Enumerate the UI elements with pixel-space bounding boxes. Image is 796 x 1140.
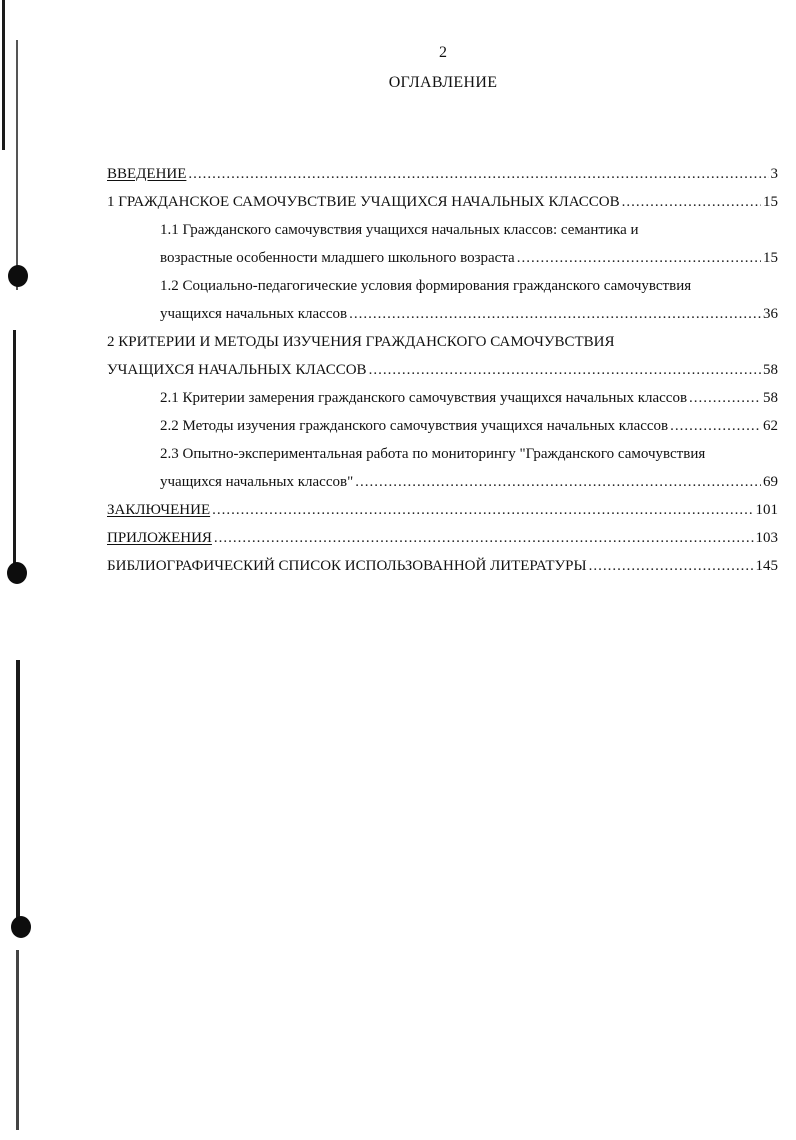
scan-binding-edge: [0, 0, 40, 1140]
page-title: ОГЛАВЛЕНИЕ: [388, 74, 498, 91]
toc-entry-section-2-1[interactable]: [160, 384, 778, 412]
dot-leader: [670, 412, 761, 440]
binding-line: [13, 330, 16, 570]
toc-entry-section-1-2[interactable]: [160, 272, 778, 328]
toc-page-number: 58: [763, 362, 778, 378]
dot-leader: [517, 244, 761, 272]
toc-entry-conclusion[interactable]: [107, 496, 778, 524]
toc-page-number: 103: [755, 530, 778, 546]
toc-entry-label-line1: 2.3 Опытно-экспериментальная работа по мониторингу "Гражданского самочувствия: [160, 446, 706, 462]
dot-leader: [589, 552, 754, 580]
toc-entry-label: 1 ГРАЖДАНСКОЕ САМОЧУВСТВИЕ УЧАЩИХСЯ НАЧАЛЬНЫХ КЛАССОВ: [107, 194, 620, 210]
toc-entry-chapter-1[interactable]: [107, 188, 778, 216]
toc-entry-label-line2: учащихся начальных классов": [160, 474, 354, 490]
toc-entry-section-2-3[interactable]: [160, 440, 778, 496]
dot-leader: [689, 384, 761, 412]
toc-entry-label: ЗАКЛЮЧЕНИЕ: [107, 502, 211, 518]
toc-entry-label-line2: УЧАЩИХСЯ НАЧАЛЬНЫХ КЛАССОВ: [107, 362, 367, 378]
toc-entry-label: ВВЕДЕНИЕ: [107, 166, 187, 182]
toc-page-number: 3: [770, 166, 778, 182]
dot-leader: [369, 356, 761, 384]
dot-leader: [214, 524, 754, 552]
toc-entry-label: ПРИЛОЖЕНИЯ: [107, 530, 212, 546]
toc-page-number: 15: [763, 250, 778, 266]
toc-entry-section-1-1[interactable]: [160, 216, 778, 272]
dot-leader: [349, 300, 761, 328]
toc-page-number: 101: [755, 502, 778, 518]
toc-page-number: 62: [763, 418, 778, 434]
toc-entry-label-line1: 2 КРИТЕРИИ И МЕТОДЫ ИЗУЧЕНИЯ ГРАЖДАНСКОГО САМОЧУВСТВИЯ: [107, 334, 615, 350]
toc-entry-bibliography[interactable]: [107, 552, 778, 580]
binding-hole: [7, 562, 27, 584]
table-of-contents: [107, 160, 778, 580]
toc-page-number: 15: [763, 194, 778, 210]
toc-entry-appendix[interactable]: [107, 524, 778, 552]
toc-page-number: 58: [763, 390, 778, 406]
toc-entry-section-2-2[interactable]: [160, 412, 778, 440]
binding-hole: [8, 265, 28, 287]
toc-page-number: 69: [763, 474, 778, 490]
toc-entry-intro[interactable]: [107, 160, 778, 188]
toc-entry-label-line2: учащихся начальных классов: [160, 306, 348, 322]
toc-entry-chapter-2[interactable]: [107, 328, 778, 384]
toc-page-number: 36: [763, 306, 778, 322]
page-number: 2: [439, 44, 447, 61]
dot-leader: [355, 468, 761, 496]
toc-entry-label-line2: возрастные особенности младшего школьного возраста: [160, 250, 515, 266]
toc-entry-label-line1: 1.2 Социально-педагогические условия формирования гражданского самочувствия: [160, 278, 692, 294]
toc-entry-label: БИБЛИОГРАФИЧЕСКИЙ СПИСОК ИСПОЛЬЗОВАННОЙ ЛИТЕРАТУРЫ: [107, 558, 587, 574]
toc-entry-label: 2.2 Методы изучения гражданского самочувствия учащихся начальных классов: [160, 418, 669, 434]
dot-leader: [188, 160, 768, 188]
dot-leader: [212, 496, 753, 524]
binding-line: [16, 660, 20, 920]
toc-page-number: 145: [755, 558, 778, 574]
toc-entry-label: 2.1 Критерии замерения гражданского самочувствия учащихся начальных классов: [160, 390, 688, 406]
dot-leader: [622, 188, 761, 216]
toc-entry-label-line1: 1.1 Гражданского самочувствия учащихся начальных классов: семантика и: [160, 222, 639, 238]
binding-hole: [11, 916, 31, 938]
binding-line: [16, 950, 19, 1130]
